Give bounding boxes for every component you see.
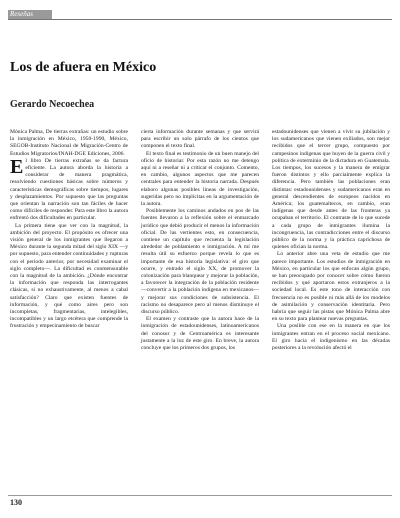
bibliographic-reference: Mónica Palma, De tierras extrañas: un estudio sobre la inmigración en México, 1950-1990, México, SEGOB-Instituto Nacional de Migración-Centro de Estudios Migratorios/INAH-DGE Ediciones, 2006.: [10, 129, 128, 157]
paragraph: El examen y contraste que la autora hace de la inmigración de estadounidenses, latinoamericanos del conosur y de Centroamérica es interesante justamente a la luz de este giro. En breve, la autora concluye que los primeros dos grupos, los: [141, 316, 259, 352]
paragraph: Una posible con ese en la manera en que los inmigrantes entran en el proceso social mexicano. El giro hacia el indigenismo en las décadas posteriores a la revolución afectó el: [272, 323, 390, 352]
section-label: Reseñas: [10, 10, 33, 18]
top-rule: [8, 19, 392, 20]
article-title: Los de afuera en México: [10, 60, 157, 75]
drop-cap: E: [10, 155, 24, 178]
paragraph: El texto final es testimonio de un buen manejo del oficio de historiar. Por esta razón no me detengo aquí ni a reseñar ni a criticar el conjunto. Comento, en cambio, algunos aspectos que me parecen centrales para entender la historia narrada. Después elaboro algunas posibles líneas de investigación, sugeridas pero no implícitas en la argumentación de la autora.: [141, 150, 259, 208]
paragraph: Lo anterior abre una veta de estudio que me parece importante. Los estudios de inmigración en México, en particular los que enfocan algún grupo, se han preocupado por conocer sobre cómo fueron recibidos y qué aportaron estos extranjeros a la sociedad local. Es este tono de interacción con frecuencia no es posible ni más allá de los modelos de asimilación y conservación identitaria. Pero habría que seguir las pistas que Mónica Palma abre en su texto para plantear nuevas preguntas.: [272, 251, 390, 323]
bottom-rule: [8, 495, 392, 496]
column-1: [10, 129, 128, 331]
paragraph: [10, 155, 128, 223]
paragraph: cierta información durante semanas y que servirá para escribir un solo párrafo de los cientos que componen el texto final.: [141, 129, 259, 150]
paragraph: Posiblemente los caminos andados en pos de las fuentes llevaron a la reflexión sobre el enmarcado jurídico que debió producir el menos la información oficial. De las vertientes esto, en consecuencia, contiene un capítulo que recuenta la legislación alrededor de poblamiento e inmigración. A mí me resulta útil su esfuerzo porque revela lo que es importante de esa historia legislativa: el giro que ocurre, y entrado el siglo XX, de promover la colonización para blanquear y mejorar la población, a favorecer la integración de la población residente —convertir a la población indígena en mexicanos— y mejorar sus condiciones de subsistencia. El racismo no desaparece pero al menos disminuye el discurso público.: [141, 208, 259, 316]
paragraph-text: l libro De tierras extrañas se da factura eficiente. La autora aborda la historia a considerar de manera pragmática, resolviendo cuestiones básicas sobre números y características demográficas sobre tiempos, lugares y desplazamientos. Por supuesto que las preguntas que orientan la narración son tan fáciles de hacer como difíciles de responder. Para este libro la autora enfrentó dos dificultades en particular.: [10, 157, 128, 222]
paragraph: La primera tiene que ver con la magnitud, la ambición del proyecto. El propósito es ofrecer una visión general de los inmigrantes que llegaron a México durante la segunda mitad del siglo XIX —y por supuesto, para entender continuidades y rupturas con el periodo anterior, por necesidad examinar el siglo completo—. La dificultad es conmensurable con la magnitud de la ambición. ¿Dónde encontrar la información que responda las interrogantes clásicas, si no exhaustivamente, al menos a cabal satisfacción? Claro que existen fuentes de información, y qué como aires pero son incompletas, fragmentarias, intelegibles, incompatibles y un largo etcétera que comprende la frustración y empecinamiento de buscar: [10, 222, 128, 330]
column-2: [141, 129, 259, 352]
paragraph: estadounidenses que vienen a vivir su jubilación y los sudamericanos que vienen exiliados, son mejor recibidos que el tercer grupo, compuesto por campesinos indígenas que huyen de la guerra civil y política de exterminio de la dictadura en Guatemala. Los tiempos, los sucesos y la manera de emigrar fueron distintos y ello parcialmente explica la diferencia. Pero también las poblaciones eran distintas: estadounidenses y sudamericanos eran en general descendientes de europeos nacidos en América; los guatemaltecos, en cambio, eran indígenas que desde antes de las fronteras ya ocupaban el territorio. El contraste de lo que sucede a cada grupo de inmigrantes ilumina la incongruencia, las contradicciones entre el discurso público de la norma y la práctica caprichosa de quienes ofician la norma.: [272, 129, 390, 251]
column-3: [272, 129, 390, 352]
page-number: 130: [10, 498, 22, 507]
article-author: Gerardo Necoechea: [10, 99, 95, 110]
